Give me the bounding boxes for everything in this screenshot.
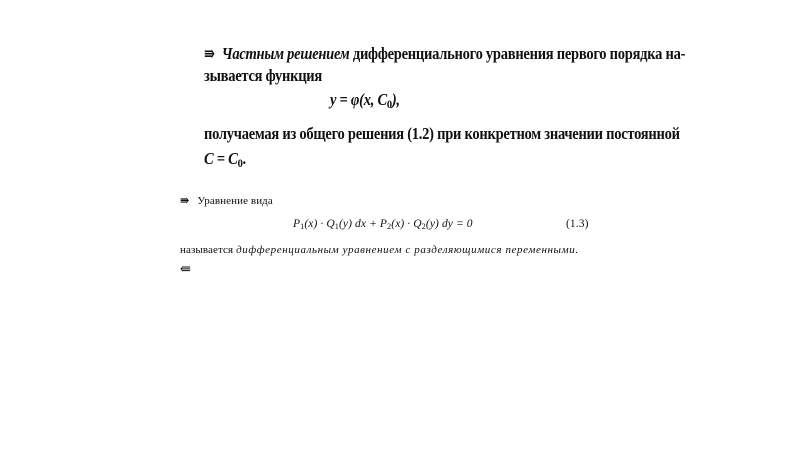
eq-part: (x) · Q <box>304 218 335 230</box>
eq-part: (y) dx + P <box>339 218 388 230</box>
constant-subscript: 0 <box>237 155 243 170</box>
equation-definition <box>180 245 579 256</box>
defined-term: дифференциальным уравнением с разделяющимися переменными. <box>236 244 579 256</box>
eq-sub: 1 <box>334 222 339 232</box>
definition-text: дифференциального уравнения первого порядка на- <box>352 44 686 63</box>
particular-solution-equation <box>330 92 506 111</box>
definition-line-4 <box>204 151 556 170</box>
defined-term: Частным решением <box>221 44 350 63</box>
equation-rhs: ), <box>391 90 400 109</box>
equation-intro <box>180 196 273 207</box>
eq-part: (y) dy = 0 <box>425 218 473 230</box>
definition-prefix: называется <box>180 244 237 256</box>
intro-text: Уравнение вида <box>197 195 273 207</box>
implies-arrow-icon: ⇛ <box>204 44 215 63</box>
eq-sub: 2 <box>387 222 392 232</box>
equation-number: (1.3) <box>566 218 589 230</box>
equation-lhs: y = φ(x, C <box>330 90 387 109</box>
eq-part: (x) · Q <box>391 218 422 230</box>
period: . <box>242 149 246 168</box>
eq-part: P <box>293 218 301 230</box>
definition-line-1 <box>204 44 686 63</box>
definition-line-2: зывается функция <box>204 66 323 85</box>
definition-line-3: получаемая из общего решения (1.2) при конкретном значении постоянной <box>204 124 680 143</box>
eq-sub: 2 <box>421 222 426 232</box>
eq-sub: 1 <box>300 222 305 232</box>
constant-expression: C = C <box>204 149 238 168</box>
end-arrow-icon: ⇚ <box>180 261 191 276</box>
equation-subscript: 0 <box>386 96 392 111</box>
separable-equation <box>293 219 473 231</box>
implies-arrow-icon: ⇛ <box>180 195 190 207</box>
